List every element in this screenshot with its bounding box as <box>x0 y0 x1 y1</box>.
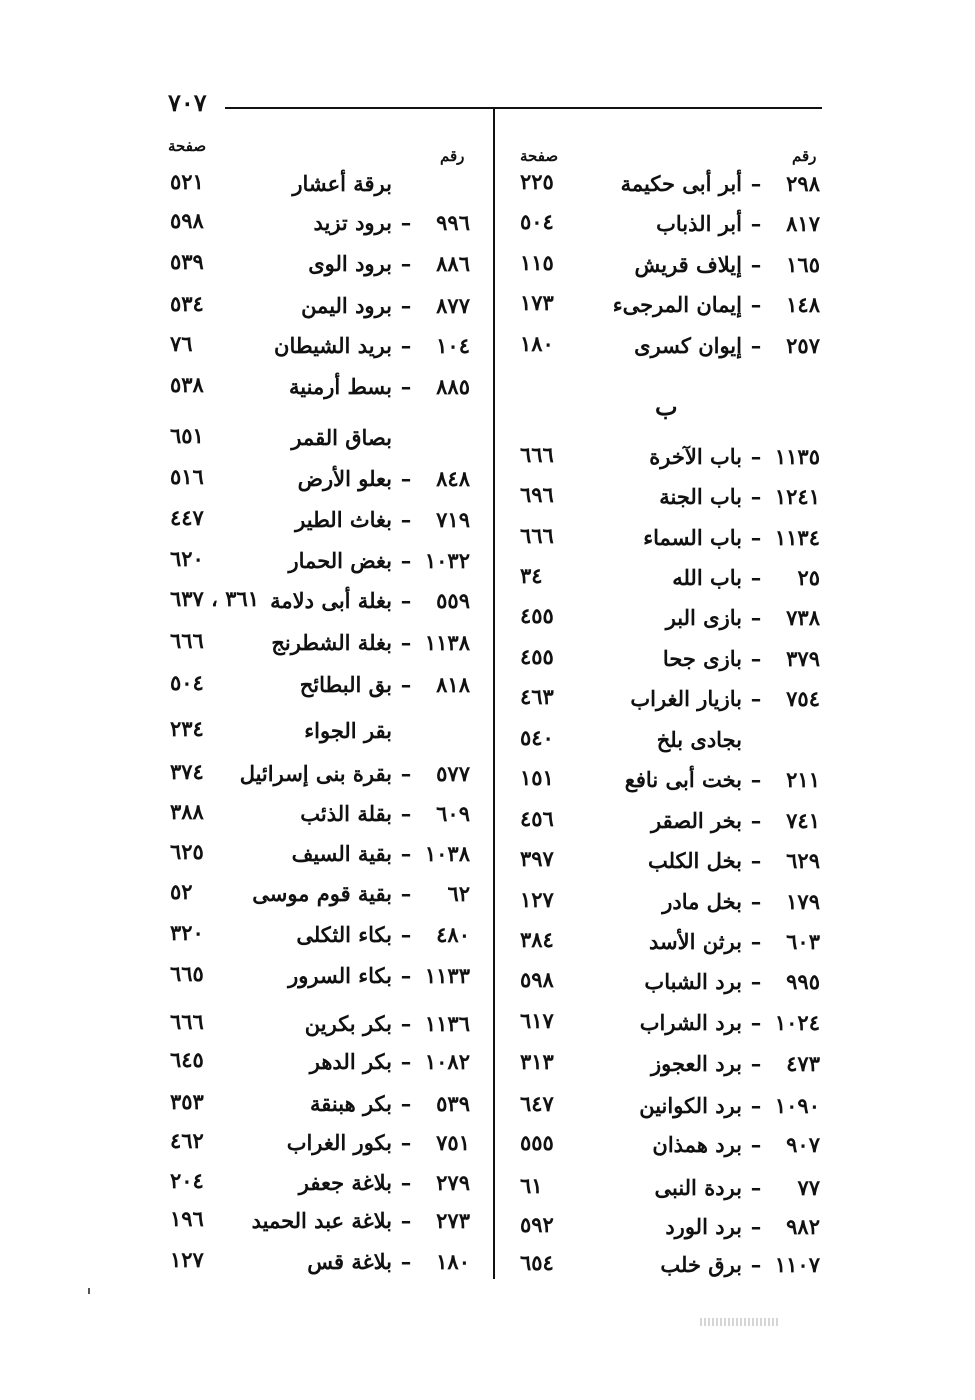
left-number-header: رقم <box>440 147 465 165</box>
entry-page: ٢٣٤ <box>170 716 204 741</box>
entry-dash: – <box>400 332 412 358</box>
entry-number: ٨٨٦ <box>436 250 470 276</box>
entry-page: ٤٥٥ <box>520 644 554 669</box>
entry-number: ٣٧٩ <box>786 645 820 671</box>
entry-page: ٣٥٣ <box>170 1089 204 1114</box>
entry-term: أبر أبى حكيمة <box>620 170 742 196</box>
entry-term: برود اليمن <box>301 292 392 318</box>
entry-term: بغاث الطير <box>295 506 392 532</box>
entry-number: ١٦٥ <box>786 251 820 277</box>
left-index-entry <box>289 542 470 578</box>
right-page-header: صفحة <box>520 147 559 165</box>
entry-dash: – <box>400 1248 412 1274</box>
entry-dash: – <box>400 629 412 655</box>
entry-number: ١١٠٧ <box>774 1251 820 1277</box>
entry-number: ٧٧ <box>797 1174 820 1200</box>
scan-smudge <box>700 1318 780 1326</box>
entry-number: ٥٧٧ <box>436 760 470 786</box>
entry-page: ١٢٧ <box>520 887 554 912</box>
right-index-entry <box>666 599 820 635</box>
entry-number: ١٤٨ <box>786 291 820 317</box>
entry-dash: – <box>400 921 412 947</box>
entry-term: بقية قوم موسى <box>252 880 392 906</box>
entry-dash: – <box>400 1207 412 1233</box>
left-index-entry <box>292 165 470 201</box>
entry-page: ٦٤٧ <box>520 1091 554 1116</box>
entry-dash: – <box>400 250 412 276</box>
entry-page: ٣٦١ ، ٦٣٧ <box>170 586 260 611</box>
entry-term: أبر الذباب <box>656 210 742 236</box>
entry-dash: – <box>750 807 762 833</box>
entry-dash: – <box>400 1090 412 1116</box>
right-index-entry <box>652 1126 820 1162</box>
entry-term: بكاء الثكلى <box>296 921 392 947</box>
right-index-entry <box>634 246 820 282</box>
scan-mark <box>88 1288 90 1294</box>
entry-term: برود الوى <box>308 250 392 276</box>
entry-term: برد العجوز <box>650 1050 742 1076</box>
entry-dash: – <box>750 564 762 590</box>
entry-page: ٣٤ <box>520 563 543 588</box>
entry-term: بقرة بنى إسرائيل <box>239 760 392 786</box>
entry-page: ٦٦٦ <box>170 1009 204 1034</box>
entry-number: ١١٣٦ <box>424 1010 470 1036</box>
entry-term: بقلة الذئب <box>300 800 392 826</box>
left-index-entry <box>287 1124 470 1160</box>
entry-page: ٦٥١ <box>170 423 204 448</box>
entry-dash: – <box>400 506 412 532</box>
right-index-entry <box>672 559 820 595</box>
entry-term: بكر هبنقة <box>310 1090 392 1116</box>
entry-page: ١٥١ <box>520 765 554 790</box>
entry-number: ٤٨٠ <box>436 921 470 947</box>
entry-page: ٥٣٩ <box>170 249 204 274</box>
entry-page: ١٨٠ <box>520 331 554 356</box>
entry-dash: – <box>400 880 412 906</box>
entry-number: ٨١٨ <box>436 671 470 697</box>
entry-number: ٦٠٩ <box>436 800 470 826</box>
left-index-entry <box>301 287 470 323</box>
entry-number: ١٠٣٨ <box>424 840 470 866</box>
left-index-entry <box>291 419 470 455</box>
right-index-entry <box>654 1169 820 1205</box>
entry-number: ١٠٤ <box>436 332 470 358</box>
entry-term: بردة النبى <box>654 1174 742 1200</box>
left-index-entry <box>300 795 470 831</box>
entry-dash: – <box>400 1010 412 1036</box>
left-index-entry <box>270 582 470 618</box>
entry-number: ٧٥٤ <box>786 685 820 711</box>
entry-dash: – <box>400 465 412 491</box>
column-divider <box>493 107 495 1279</box>
entry-page: ٦٢٠ <box>170 546 204 571</box>
entry-term: باب الآخرة <box>649 443 742 469</box>
entry-term: برد همذان <box>652 1131 742 1157</box>
entry-term: بكر الدهر <box>309 1048 392 1074</box>
entry-term: برد الشراب <box>639 1009 742 1035</box>
entry-number: ٨٧٧ <box>436 292 470 318</box>
entry-term: برثن الأسد <box>648 928 742 954</box>
right-index-entry <box>639 1087 820 1123</box>
entry-page: ٣٨٨ <box>170 799 204 824</box>
left-index-entry <box>299 1164 470 1200</box>
entry-page: ٤٥٥ <box>520 603 554 628</box>
entry-dash: – <box>400 1129 412 1155</box>
entry-dash: – <box>750 170 762 196</box>
entry-dash: – <box>400 1048 412 1074</box>
entry-number: ٧١٩ <box>436 506 470 532</box>
entry-page: ٢٠٤ <box>170 1168 204 1193</box>
entry-dash: – <box>750 1131 762 1157</box>
entry-page: ٦٦٦ <box>520 442 554 467</box>
entry-page: ٥١٦ <box>170 464 204 489</box>
entry-dash: – <box>400 671 412 697</box>
entry-term: بلاغة عبد الحميد <box>251 1207 392 1233</box>
left-index-entry <box>313 204 470 240</box>
entry-term: بعلو الأرض <box>297 465 392 491</box>
entry-dash: – <box>400 760 412 786</box>
entry-page: ٥٩٢ <box>520 1212 554 1237</box>
entry-page: ٥٥٥ <box>520 1130 554 1155</box>
entry-number: ١٠٢٤ <box>774 1009 820 1035</box>
left-index-entry <box>304 712 470 748</box>
entry-number: ٩٨٢ <box>786 1213 820 1239</box>
entry-term: إيوان كسرى <box>634 332 742 358</box>
left-page-header: صفحة <box>168 137 207 155</box>
entry-term: برد الشباب <box>644 968 742 994</box>
right-index-entry <box>657 721 820 757</box>
left-index-entry <box>296 916 470 952</box>
entry-number: ٩٩٥ <box>786 968 820 994</box>
entry-page: ١١٥ <box>520 250 554 275</box>
right-index-entry <box>644 963 820 999</box>
entry-number: ١١٣٤ <box>774 524 820 550</box>
entry-page: ٦٩٦ <box>520 482 554 507</box>
entry-term: بخت أبى نافع <box>624 766 742 792</box>
right-index-entry <box>630 680 820 716</box>
entry-term: بغلة الشطرنج <box>271 629 392 655</box>
entry-number: ٩٩٦ <box>436 209 470 235</box>
entry-page: ٢٢٥ <box>520 169 554 194</box>
entry-number: ٢٧٩ <box>436 1169 470 1195</box>
entry-dash: – <box>750 888 762 914</box>
entry-dash: – <box>750 968 762 994</box>
left-index-entry <box>271 624 470 660</box>
entry-dash: – <box>400 840 412 866</box>
entry-term: بغلة أبى دلامة <box>270 587 392 613</box>
entry-dash: – <box>400 1169 412 1195</box>
entry-term: بصاق القمر <box>291 424 392 450</box>
right-index-entry <box>643 519 820 555</box>
right-index-entry <box>663 640 820 676</box>
left-index-entry <box>308 245 470 281</box>
entry-dash: – <box>750 291 762 317</box>
entry-term: برد الورد <box>665 1213 742 1239</box>
entry-term: بسط أرمنية <box>289 373 392 399</box>
right-index-entry <box>613 286 820 322</box>
entry-dash: – <box>400 209 412 235</box>
entry-number: ٧٤١ <box>786 807 820 833</box>
entry-term: بق البطائح <box>299 671 392 697</box>
left-index-entry <box>289 368 470 404</box>
entry-page: ٧٦ <box>170 331 193 356</box>
entry-dash: – <box>750 1009 762 1035</box>
right-index-entry <box>651 802 820 838</box>
entry-page: ٤٦٢ <box>170 1128 204 1153</box>
left-index-entry <box>307 1243 470 1279</box>
right-index-entry <box>634 327 820 363</box>
entry-page: ١٢٧ <box>170 1247 204 1272</box>
entry-term: برقة أعشار <box>292 170 392 196</box>
right-index-entry <box>640 1004 820 1040</box>
entry-page: ٦٤٥ <box>170 1047 204 1072</box>
entry-number: ١٠٨٢ <box>424 1048 470 1074</box>
left-index-entry <box>298 460 470 496</box>
left-index-entry <box>288 957 470 993</box>
entry-dash: – <box>750 1092 762 1118</box>
entry-dash: – <box>750 251 762 277</box>
entry-number: ٥٣٩ <box>436 1090 470 1116</box>
entry-term: بقر الجواء <box>304 717 392 743</box>
entry-number: ٢٥ <box>797 564 820 590</box>
left-index-entry <box>300 666 470 702</box>
left-index-entry <box>305 1005 470 1041</box>
entry-dash: – <box>750 604 762 630</box>
entry-dash: – <box>750 210 762 236</box>
right-index-entry <box>625 761 820 797</box>
entry-number: ١١٣٨ <box>424 629 470 655</box>
entry-page: ٦٦٦ <box>520 523 554 548</box>
entry-page: ٥٩٨ <box>520 967 554 992</box>
left-index-entry <box>295 501 470 537</box>
entry-term: برد الكوانين <box>639 1092 742 1118</box>
entry-number: ٧٥١ <box>436 1129 470 1155</box>
entry-number: ١١٣٣ <box>424 962 470 988</box>
left-index-entry <box>310 1085 470 1121</box>
entry-number: ٨٨٥ <box>436 373 470 399</box>
entry-dash: – <box>750 1050 762 1076</box>
entry-number: ٢١١ <box>786 766 820 792</box>
entry-dash: – <box>400 962 412 988</box>
entry-term: بلاغة قس <box>307 1248 392 1274</box>
letter-heading: ب <box>655 392 678 421</box>
left-index-entry <box>240 755 470 791</box>
entry-page: ٣٨٤ <box>520 927 554 952</box>
entry-term: باب السماء <box>643 524 742 550</box>
entry-number: ٢٥٧ <box>786 332 820 358</box>
entry-dash: – <box>750 524 762 550</box>
entry-term: بلاغة جعفر <box>298 1169 392 1195</box>
right-index-entry <box>660 1246 820 1282</box>
entry-number: ٨١٧ <box>786 210 820 236</box>
entry-term: برود تزيد <box>313 209 392 235</box>
entry-term: باب الجنة <box>659 483 742 509</box>
entry-term: بازيار الغراب <box>630 685 742 711</box>
entry-number: ٢٩٨ <box>786 170 820 196</box>
entry-page: ٥٣٨ <box>170 372 204 397</box>
page-number: ٧٠٧ <box>168 88 207 117</box>
entry-term: بازى البر <box>665 604 742 630</box>
entry-page: ٤٤٧ <box>170 505 204 530</box>
entry-number: ٦٢ <box>447 880 470 906</box>
entry-number: ١١٣٥ <box>774 443 820 469</box>
left-index-entry <box>292 835 470 871</box>
entry-number: ٢٧٣ <box>436 1207 470 1233</box>
entry-term: بغض الحمار <box>288 547 392 573</box>
right-number-header: رقم <box>792 147 817 165</box>
entry-term: بجادى بلخ <box>656 726 742 752</box>
entry-page: ٤٥٦ <box>520 806 554 831</box>
entry-page: ٦١ <box>520 1173 543 1198</box>
entry-page: ٦٦٥ <box>170 961 204 986</box>
entry-dash: – <box>400 587 412 613</box>
entry-dash: – <box>750 766 762 792</box>
entry-term: بخل الكلب <box>647 847 742 873</box>
entry-dash: – <box>400 292 412 318</box>
entry-dash: – <box>750 1213 762 1239</box>
entry-term: بخل مادر <box>662 888 742 914</box>
entry-dash: – <box>400 800 412 826</box>
entry-number: ٨٤٨ <box>436 465 470 491</box>
entry-dash: – <box>750 1174 762 1200</box>
entry-page: ٥٩٨ <box>170 208 204 233</box>
entry-page: ٦٥٤ <box>520 1250 554 1275</box>
entry-page: ٥٢١ <box>170 169 204 194</box>
right-index-entry <box>656 205 820 241</box>
right-index-entry <box>659 478 820 514</box>
entry-dash: – <box>750 483 762 509</box>
left-index-entry <box>252 875 470 911</box>
entry-term: بكور الغراب <box>286 1129 392 1155</box>
entry-term: إيمان المرجىء <box>612 291 742 317</box>
right-index-entry <box>649 438 820 474</box>
entry-number: ١٨٠ <box>436 1248 470 1274</box>
entry-number: ٦٠٣ <box>786 928 820 954</box>
entry-term: برق خلب <box>660 1251 742 1277</box>
entry-page: ٦٢٥ <box>170 839 204 864</box>
entry-term: بخر الصقر <box>651 807 742 833</box>
entry-dash: – <box>400 547 412 573</box>
left-index-entry <box>252 1202 470 1238</box>
entry-term: بكاء السرور <box>288 962 392 988</box>
entry-dash: – <box>750 847 762 873</box>
entry-dash: – <box>750 332 762 358</box>
entry-dash: – <box>750 443 762 469</box>
entry-number: ٤٧٣ <box>786 1050 820 1076</box>
entry-page: ٣٩٧ <box>520 846 554 871</box>
entry-number: ١٢٤١ <box>774 483 820 509</box>
entry-dash: – <box>750 645 762 671</box>
right-index-entry <box>621 165 820 201</box>
entry-page: ٥٠٤ <box>520 209 554 234</box>
entry-number: ٥٥٩ <box>436 587 470 613</box>
right-index-entry <box>665 1208 820 1244</box>
right-index-entry <box>651 1045 820 1081</box>
entry-page: ٥٢ <box>170 879 193 904</box>
entry-term: باب الله <box>672 564 742 590</box>
entry-number: ٧٣٨ <box>786 604 820 630</box>
entry-page: ٣٧٤ <box>170 759 204 784</box>
entry-page: ٥٤٠ <box>520 725 554 750</box>
entry-dash: – <box>750 1251 762 1277</box>
entry-page: ١٧٣ <box>520 290 554 315</box>
entry-dash: – <box>750 928 762 954</box>
entry-page: ٣٢٠ <box>170 920 204 945</box>
entry-term: بازى جحا <box>662 645 742 671</box>
entry-term: إيلاف قريش <box>634 251 742 277</box>
entry-number: ٩٠٧ <box>786 1131 820 1157</box>
right-index-entry <box>662 883 820 919</box>
entry-page: ٦١٧ <box>520 1008 554 1033</box>
entry-number: ١٠٩٠ <box>774 1092 820 1118</box>
entry-dash: – <box>400 373 412 399</box>
right-index-entry <box>649 923 820 959</box>
entry-number: ١٧٩ <box>786 888 820 914</box>
entry-page: ١٩٦ <box>170 1206 204 1231</box>
left-index-entry <box>274 327 470 363</box>
entry-dash: – <box>750 685 762 711</box>
entry-page: ٦٦٦ <box>170 628 204 653</box>
top-rule <box>225 107 822 109</box>
entry-term: بقية السيف <box>291 840 392 866</box>
entry-term: بريد الشيطان <box>274 332 392 358</box>
entry-page: ٥٠٤ <box>170 670 204 695</box>
entry-page: ٥٣٤ <box>170 291 204 316</box>
entry-page: ٤٦٣ <box>520 684 554 709</box>
entry-page: ٣١٣ <box>520 1049 554 1074</box>
entry-term: بكر بكرين <box>304 1010 392 1036</box>
entry-number: ٦٢٩ <box>786 847 820 873</box>
left-index-entry <box>310 1043 470 1079</box>
entry-number: ١٠٣٢ <box>424 547 470 573</box>
right-index-entry <box>648 842 820 878</box>
